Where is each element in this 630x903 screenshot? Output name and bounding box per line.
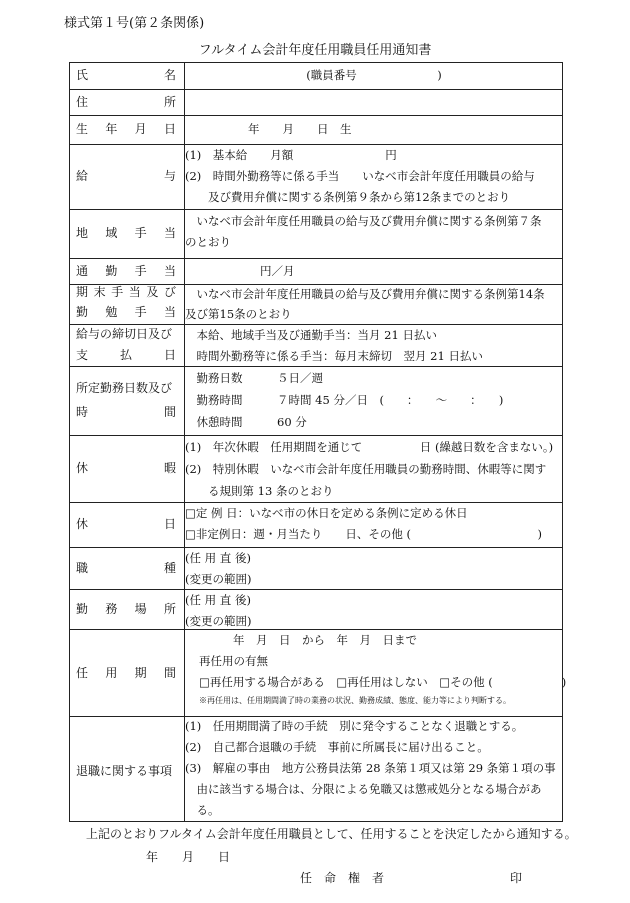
staff-number-field: (職員番号 )	[306, 68, 442, 82]
holiday-label: 休 日	[76, 517, 176, 531]
appointing-authority-label: 任 命 権 者	[300, 871, 385, 885]
commute-allowance-field: 円／月	[260, 264, 295, 278]
workplace-label: 勤 務 場 所	[76, 602, 176, 616]
appointment-form-table	[69, 62, 567, 822]
commute-allowance-label: 通 勤 手 当	[76, 264, 176, 278]
birthdate-field: 年 月 日 生	[248, 122, 352, 136]
payday-details: 本給、地域手当及び通勤手当：当月 21 日払い 時間外勤務等に係る手当：毎月末締切 翌月 21 日払い	[185, 328, 483, 363]
regional-allowance-label: 地 域 手 当	[76, 226, 176, 240]
notice-date: 年 月 日	[146, 850, 231, 864]
appointment-term-details: 年 月 日 から 年 月 日まで 再任用の有無 □再任用する場合がある □再任用はしない □その他 ( ) ※再任用は、任用期間満了時の業務の状況、勤務成績、態度、能力等により判断する。	[199, 633, 567, 705]
regional-allowance-details: いなべ市会計年度任用職員の給与及び費用弁償に関する条例第７条 のとおり	[185, 214, 542, 249]
notice-statement: 上記のとおりフルタイム会計年度任用職員として、任用することを決定したから通知する。	[86, 827, 577, 841]
form-number-label: 様式第１号(第２条関係)	[64, 16, 205, 31]
holiday-details: □定 例 日：いなべ市の休日を定める条例に定める休日 □非定例日：週・月当たり 日、その他 ( )	[185, 506, 542, 541]
retirement-details: (1) 任用期間満了時の手続 別に発令することなく退職とする。 (2) 自己都合退職の手続 事前に所属長に届け出ること。 (3) 解雇の事由 地方公務員法第 28 条第１項又は第 29 条第１項の事 由に該当する場合は、分限による免職又は懲戒処分となる場合があ る。	[185, 719, 556, 817]
document-title: フルタイム会計年度任用職員任用通知書	[198, 43, 432, 58]
leave-details: (1) 年次休暇 任用期間を通じて 日 (繰越日数を含まない。) (2) 特別休暇 いなべ市会計年度任用職員の勤務時間、休暇等に関す る規則第 13 条のとおり	[185, 440, 554, 498]
name-label: 氏 名	[76, 68, 176, 82]
working-hours-details: 勤務日数 ５日／週 勤務時間 ７時間 45 分／日 ( ： 〜 ： ) 休憩時間 60 分	[185, 371, 504, 429]
row-divider	[70, 258, 562, 259]
bonus-label: 期 末 手 当 及 び 勤 勉 手 当	[76, 285, 176, 319]
address-label: 住 所	[76, 95, 176, 109]
salary-details: (1) 基本給 月額 円 (2) 時間外勤務等に係る手当 いなべ市会計年度任用職員の給与 及び費用弁償に関する条例第９条から第12条までのとおり	[185, 148, 535, 204]
appointment-term-label: 任 用 期 間	[76, 666, 176, 680]
payday-label: 給与の締切日及び 支 払 日	[76, 327, 176, 362]
workplace-details: (任 用 直 後) (変更の範囲)	[185, 593, 252, 628]
row-divider	[70, 89, 562, 90]
row-divider	[70, 115, 562, 116]
job-type-label: 職 種	[76, 561, 176, 575]
birthdate-label: 生 年 月 日	[76, 122, 176, 136]
retirement-label: 退職に関する事項	[76, 764, 173, 778]
working-hours-label: 所定勤務日数及び 時 間	[76, 381, 176, 419]
leave-label: 休 暇	[76, 461, 176, 475]
salary-label: 給 与	[76, 169, 176, 183]
row-divider	[70, 209, 562, 210]
bonus-details: いなべ市会計年度任用職員の給与及び費用弁償に関する条例第14条 及び第15条のとおり	[185, 287, 545, 321]
job-type-details: (任 用 直 後) (変更の範囲)	[185, 551, 252, 586]
seal-mark: 印	[510, 871, 523, 885]
